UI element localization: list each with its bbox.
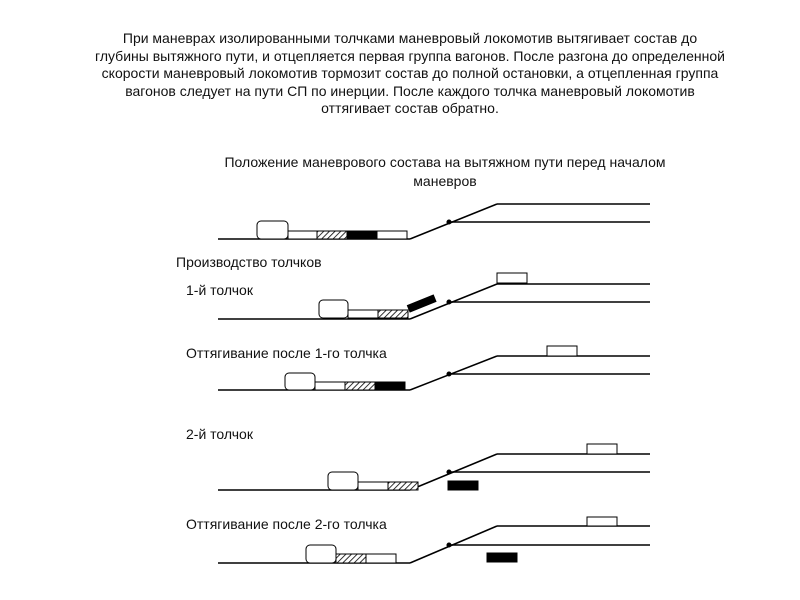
heading-line: маневров <box>413 173 477 189</box>
locomotive <box>257 221 288 239</box>
intro-line: скорости маневровый локомотив тормозит состав до полной остановки, а отцепленная группа <box>101 65 719 81</box>
label-pullback-2: Оттягивание после 2-го толчка <box>186 516 387 532</box>
wagon-black <box>375 382 405 390</box>
wagon-black <box>487 553 517 562</box>
wagon-white <box>348 310 378 318</box>
wagon-white <box>358 482 388 490</box>
scene-initial <box>218 204 650 239</box>
label-production: Производство толчков <box>176 254 322 270</box>
switch-point <box>447 470 451 474</box>
wagon-white <box>288 231 317 239</box>
intro-line: При маневрах изолированными толчками маневровый локомотив вытягивает состав до <box>122 30 698 46</box>
track-layout <box>218 356 650 390</box>
scene-push-2 <box>218 444 650 490</box>
scene-push-1 <box>218 273 650 319</box>
wagon-white <box>377 231 407 239</box>
switch-point <box>447 543 451 547</box>
switch-point <box>447 372 451 376</box>
locomotive <box>285 373 315 390</box>
wagon-white <box>587 444 617 454</box>
label-pullback-1: Оттягивание после 1-го толчка <box>186 345 387 361</box>
intro-line: оттягивает состав обратно. <box>321 100 499 116</box>
wagon-black <box>448 481 478 490</box>
wagon-white <box>366 554 396 563</box>
locomotive <box>328 472 358 490</box>
locomotive <box>306 545 336 563</box>
switch-point <box>447 300 451 304</box>
wagon-black <box>407 295 436 312</box>
track-layout <box>218 526 650 563</box>
wagon-hatched <box>378 310 408 318</box>
wagon-hatched <box>388 482 418 490</box>
label-push-2: 2-й толчок <box>186 426 253 442</box>
switch-diagonal <box>410 356 497 390</box>
heading-line: Положение маневрового состава на вытяжном пути перед началом <box>224 154 666 170</box>
rolling-group <box>407 295 436 312</box>
switch-point <box>447 220 451 224</box>
label-push-1: 1-й толчок <box>186 282 253 298</box>
intro-line: вагонов следует на пути СП по инерции. После каждого толчка маневровый локомотив <box>125 82 695 99</box>
track-layout <box>218 454 650 490</box>
wagon-white <box>547 346 577 356</box>
wagon-hatched <box>336 554 366 563</box>
wagon-hatched <box>345 382 375 390</box>
scene-pullback-2 <box>218 517 650 563</box>
locomotive <box>319 300 348 318</box>
wagon-white <box>587 517 617 526</box>
wagon-white <box>497 273 527 283</box>
scene-pullback-1 <box>218 346 650 390</box>
wagon-hatched <box>317 231 347 239</box>
wagon-white <box>315 382 345 390</box>
wagon-black <box>347 231 377 239</box>
intro-line: глубины вытяжного пути, и отцепляется первая группа вагонов. После разгона до определенной <box>95 47 725 64</box>
